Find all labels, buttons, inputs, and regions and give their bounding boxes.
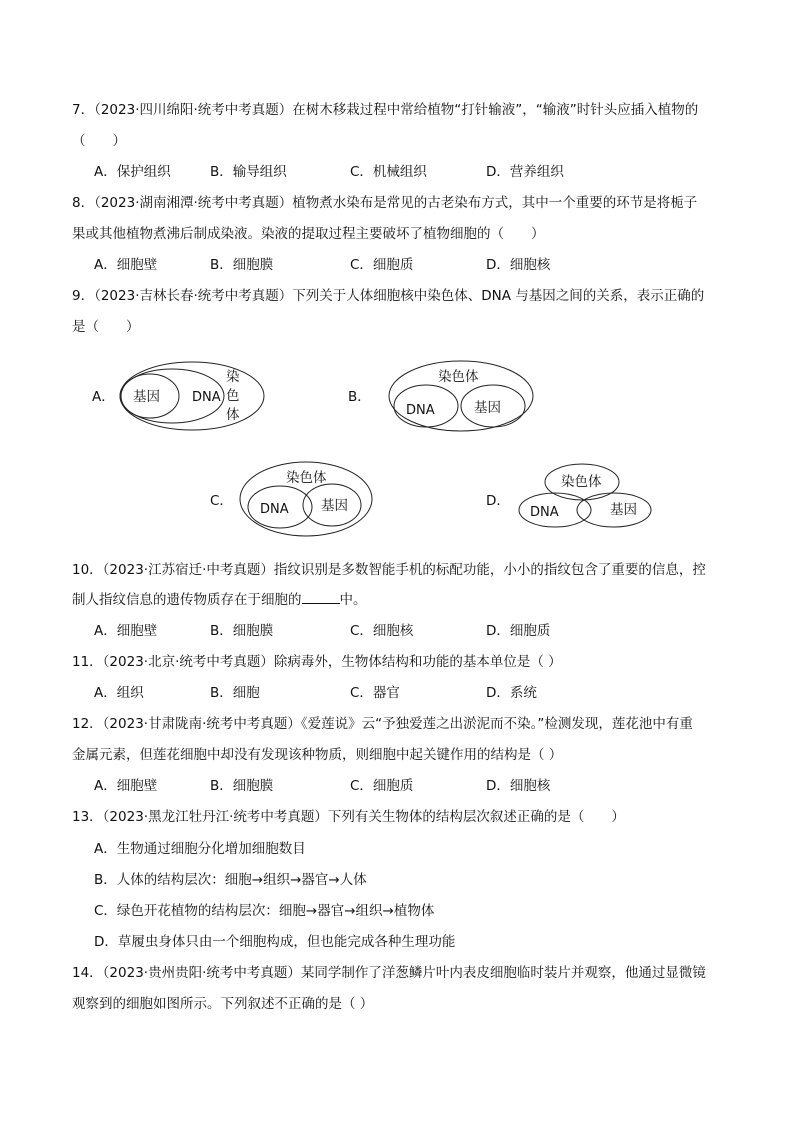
q13-option-a: A．生物通过细胞分化增加细胞数目 [94,841,306,857]
q9-a-gene-text: 基因 [133,389,160,405]
q9-stem-line1: 9．（2023·吉林长春·统考中考真题）下列关于人体细胞核中染色体、DNA 与基因之间的关系，表示正确的 [72,288,705,304]
q7-option-c: C．机械组织 [350,164,427,180]
q9-b-dna-text: DNA [406,403,435,418]
q9-a-chromosome-char3: 体 [226,407,240,423]
q12-option-a: A．细胞壁 [94,778,158,794]
q12-stem-line2: 金属元素，但莲花细胞中却没有发现该种物质，则细胞中起关键作用的结构是（ ） [72,747,563,763]
q10-stem-line2-end: 中。 [339,592,367,608]
q13-option-c: C．绿色开花植物的结构层次：细胞→器官→组织→植物体 [94,903,435,919]
q7-stem-line1: 7．（2023·四川绵阳·统考中考真题）在树木移栽过程中常给植物“打针输液”，“输液”时针头应插入植物的 [72,102,699,118]
q9-label-d: D． [486,493,510,509]
q13-option-b: B．人体的结构层次：细胞→组织→器官→人体 [94,872,367,888]
q9-label-c: C． [210,493,233,509]
q9-d-chromosome-text: 染色体 [561,474,602,490]
q8-stem-line2: 果或其他植物煮沸后制成染液。染液的提取过程主要破坏了植物细胞的（ ） [72,226,545,242]
q11-option-b: B．细胞 [210,685,260,701]
q8-option-c: C．细胞质 [350,257,414,273]
q9-stem-line2: 是（ ） [72,319,140,335]
q13-option-d: D．草履虫身体只由一个细胞构成，但也能完成各种生理功能 [94,934,456,950]
q11-option-c: C．器官 [350,685,400,701]
q7-option-a: A．保护组织 [94,164,171,180]
q9-a-dna-text: DNA [192,390,221,405]
q12-option-b: B．细胞膜 [210,778,274,794]
q10-answer-blank [302,591,340,604]
q9-b-gene-text: 基因 [474,400,501,416]
q13-stem: 13．（2023·黑龙江牡丹江·统考中考真题）下列有关生物体的结构层次叙述正确的是（ ） [72,809,625,825]
q8-option-d: D．细胞核 [486,257,551,273]
q8-option-b: B．细胞膜 [210,257,274,273]
q9-b-chromosome-text: 染色体 [438,369,479,385]
q9-a-chromosome-char2: 色 [226,388,240,404]
q10-stem-line2 [72,591,367,609]
q9-diagrams [0,355,793,545]
q14-stem-line1: 14．（2023·贵州贵阳·统考中考真题）某同学制作了洋葱鳞片叶内表皮细胞临时装片并观察，他通过显微镜 [72,965,706,981]
q9-label-a: A． [92,389,115,405]
q7-option-b: B．输导组织 [210,164,287,180]
q10-option-a: A．细胞壁 [94,623,158,639]
q9-d-dna-text: DNA [530,505,559,520]
q10-option-c: C．细胞核 [350,623,414,639]
q10-option-d: D．细胞质 [486,623,551,639]
q9-c-dna-text: DNA [260,502,289,517]
q10-stem-line2-start: 制人指纹信息的遗传物质存在于细胞的 [72,592,302,608]
q11-stem: 11．（2023·北京·统考中考真题）除病毒外，生物体结构和功能的基本单位是（ ） [72,654,562,670]
q12-option-d: D．细胞核 [486,778,551,794]
q12-stem-line1: 12．（2023·甘肃陇南·统考中考真题）《爱莲说》云“予独爱莲之出淤泥而不染。”检测发现，莲花池中有重 [72,716,693,732]
q10-stem-line1: 10．（2023·江苏宿迁·中考真题）指纹识别是多数智能手机的标配功能，小小的指纹包含了重要的信息，控 [72,562,706,578]
q11-option-d: D．系统 [486,685,537,701]
q8-stem-line1: 8．（2023·湖南湘潭·统考中考真题）植物煮水染布是常见的古老染布方式，其中一个重要的环节是将栀子 [72,195,698,211]
q14-stem-line2: 观察到的细胞如图所示。下列叙述不正确的是（ ） [72,996,374,1012]
q9-c-chromosome-text: 染色体 [286,470,327,486]
q11-option-a: A．组织 [94,685,144,701]
q7-stem-line2: （ ） [72,133,126,149]
q8-option-a: A．细胞壁 [94,257,158,273]
q10-option-b: B．细胞膜 [210,623,274,639]
q12-option-c: C．细胞质 [350,778,414,794]
q9-c-gene-text: 基因 [321,498,348,514]
q7-option-d: D．营养组织 [486,164,564,180]
q9-a-chromosome-char1: 染 [226,369,240,385]
q9-d-gene-text: 基因 [610,502,637,518]
q9-label-b: B． [348,389,371,405]
